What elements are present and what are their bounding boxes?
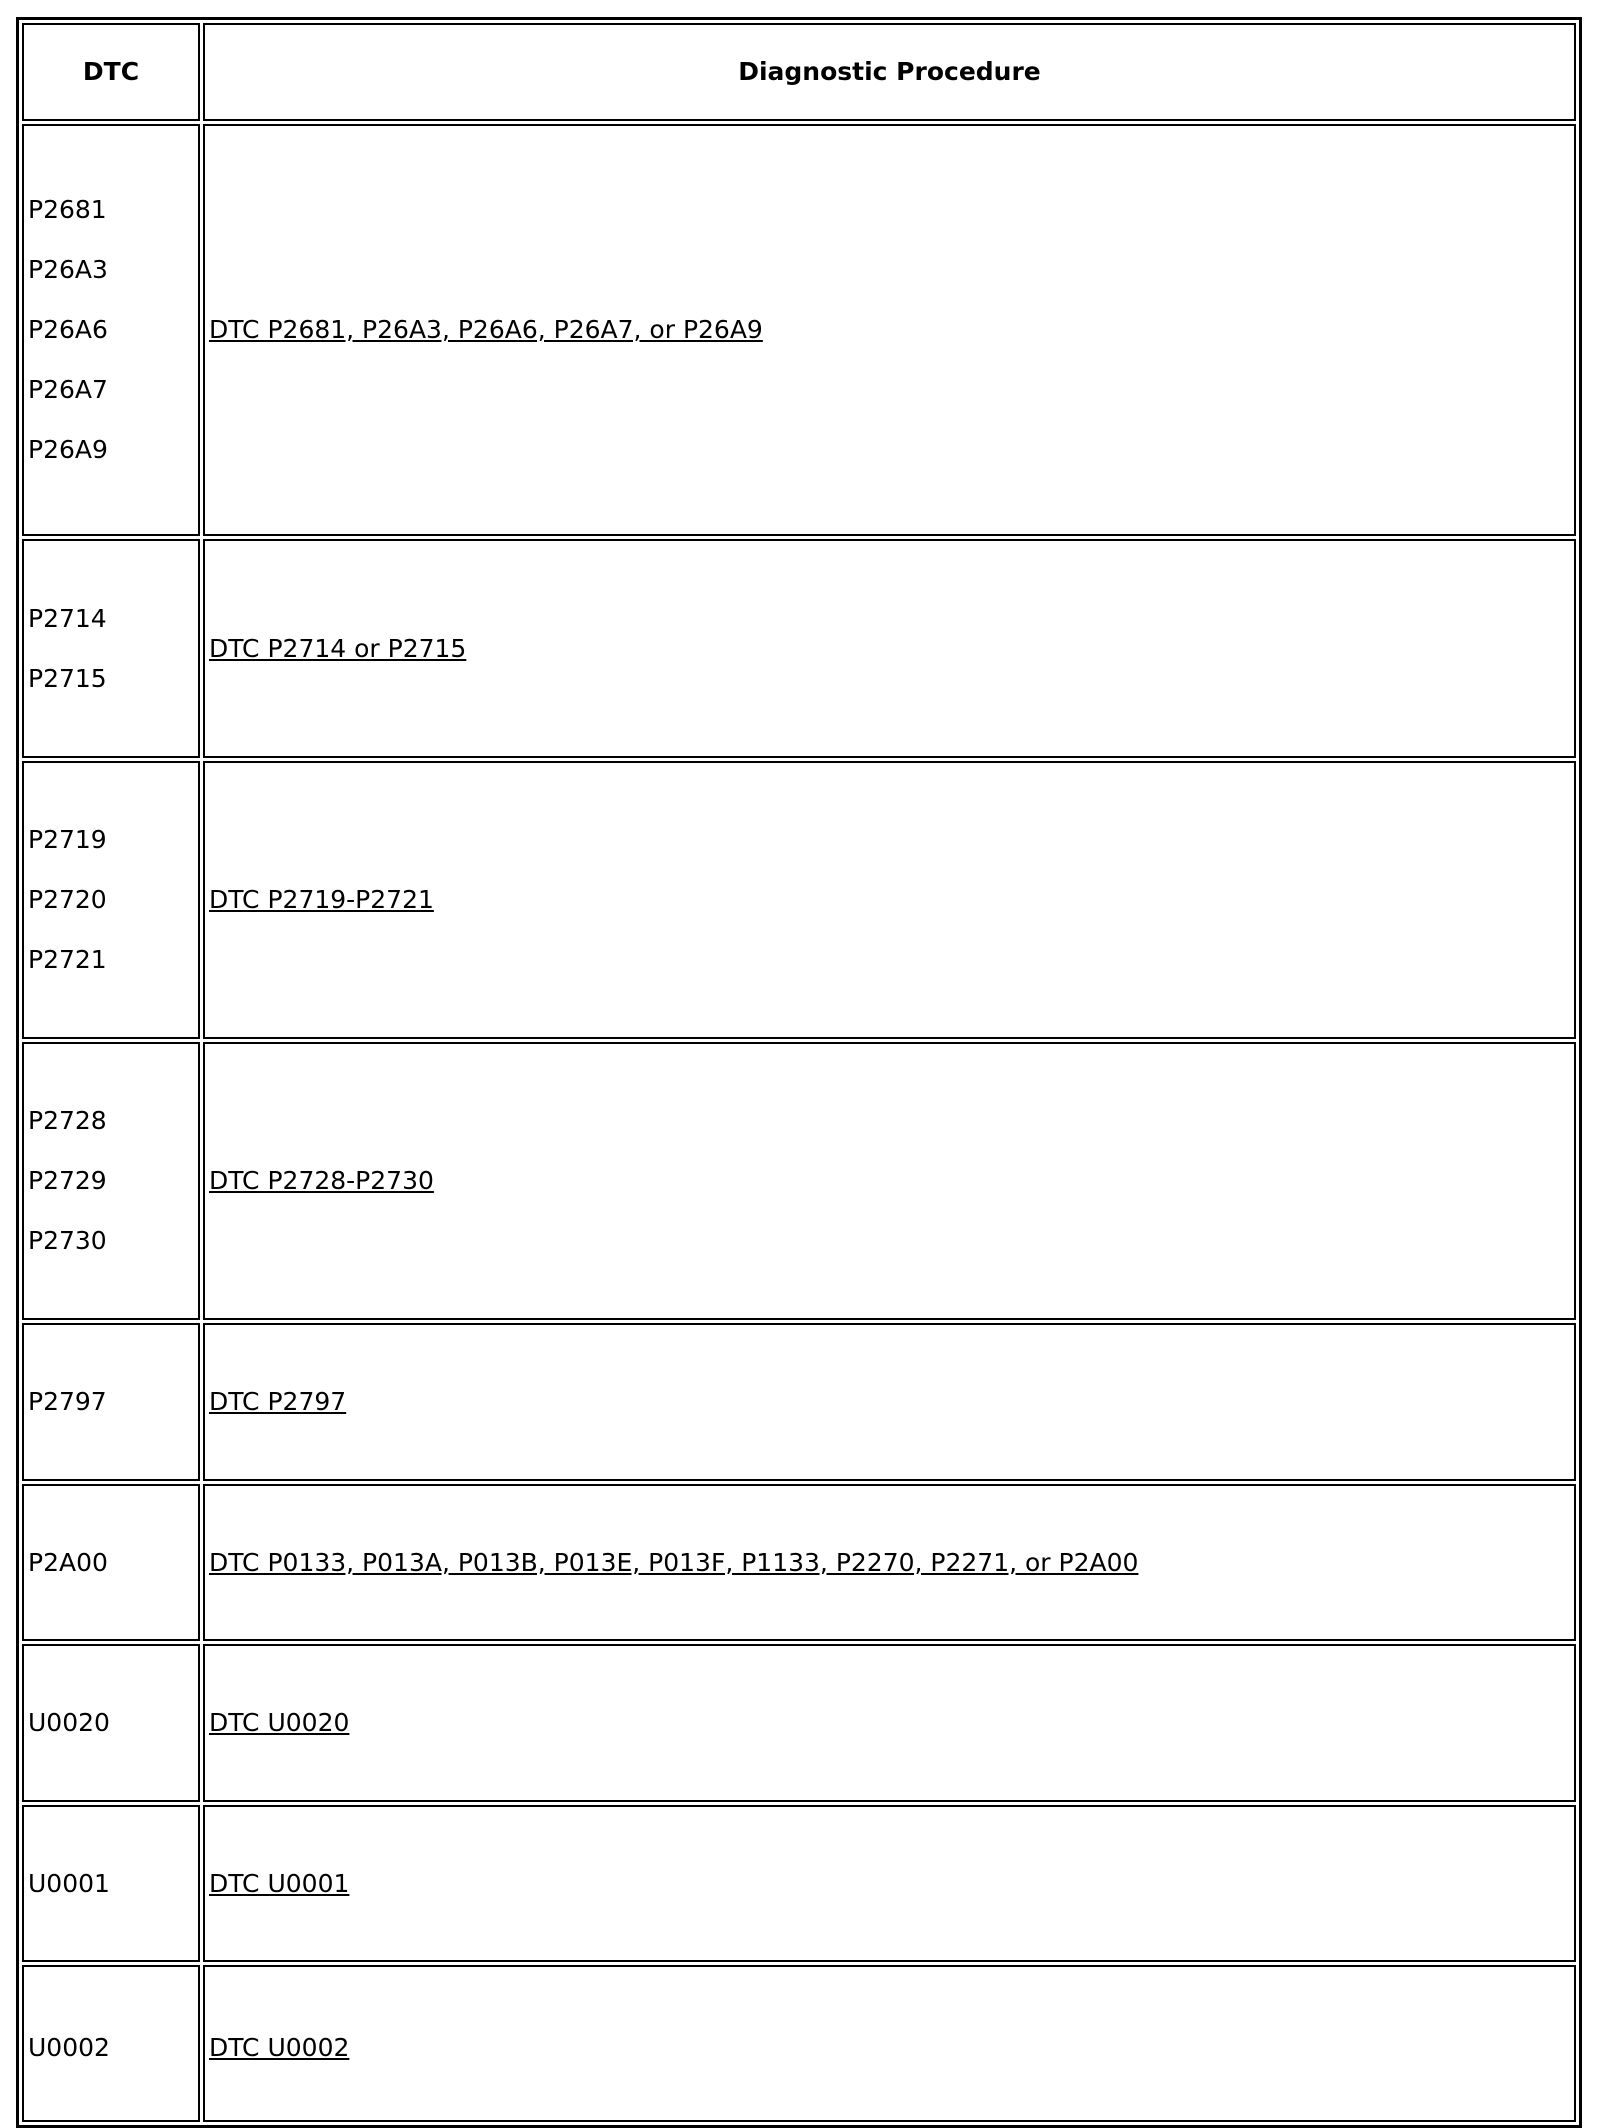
procedure-link[interactable]: DTC U0020 <box>209 1708 350 1737</box>
dtc-cell <box>22 539 200 758</box>
table-row <box>22 1644 1576 1802</box>
dtc-code: U0020 <box>28 1708 110 1737</box>
dtc-code: P26A3 <box>28 255 108 284</box>
dtc-cell <box>22 1323 200 1481</box>
dtc-code: P2720 <box>28 885 107 914</box>
procedure-cell <box>203 539 1576 758</box>
dtc-code: U0002 <box>28 2033 110 2062</box>
dtc-code: P2728 <box>28 1106 107 1135</box>
procedure-cell <box>203 1644 1576 1802</box>
procedure-link[interactable]: DTC U0001 <box>209 1868 350 1898</box>
header-procedure: Diagnostic Procedure <box>203 23 1576 121</box>
dtc-code: P2730 <box>28 1226 107 1255</box>
dtc-code: P2A00 <box>28 1547 108 1577</box>
dtc-code: P2729 <box>28 1166 107 1195</box>
procedure-link[interactable]: DTC P0133, P013A, P013B, P013E, P013F, P1133, P2270, P2271, or P2A00 <box>209 1547 1139 1577</box>
dtc-cell <box>22 1965 200 2122</box>
dtc-code: P26A9 <box>28 435 108 464</box>
dtc-code: U0001 <box>28 1868 110 1898</box>
header-dtc: DTC <box>22 23 200 121</box>
dtc-code: P26A6 <box>28 315 108 344</box>
table-row <box>22 1965 1576 2122</box>
procedure-link[interactable]: DTC P2714 or P2715 <box>209 633 467 663</box>
table-header-row <box>22 23 1576 121</box>
procedure-link[interactable]: DTC P2797 <box>209 1387 347 1416</box>
dtc-cell <box>22 124 200 536</box>
dtc-code: P2715 <box>28 663 107 693</box>
dtc-cell <box>22 1805 200 1962</box>
dtc-code: P26A7 <box>28 375 108 404</box>
dtc-code: P2714 <box>28 603 107 633</box>
dtc-table-frame <box>16 17 1582 2128</box>
dtc-cell <box>22 761 200 1039</box>
table-row <box>22 1323 1576 1481</box>
dtc-code: P2719 <box>28 825 107 854</box>
procedure-cell <box>203 1965 1576 2122</box>
procedure-link[interactable]: DTC P2728-P2730 <box>209 1166 434 1195</box>
procedure-cell <box>203 124 1576 536</box>
dtc-code: P2797 <box>28 1387 107 1416</box>
procedure-cell <box>203 1805 1576 1962</box>
procedure-link[interactable]: DTC P2681, P26A3, P26A6, P26A7, or P26A9 <box>209 315 763 344</box>
procedure-link[interactable]: DTC P2719-P2721 <box>209 885 434 914</box>
procedure-cell <box>203 1484 1576 1641</box>
table-row <box>22 539 1576 758</box>
procedure-cell <box>203 1042 1576 1320</box>
dtc-table <box>19 20 1579 2125</box>
table-row <box>22 124 1576 536</box>
table-row <box>22 1805 1576 1962</box>
table-row <box>22 1042 1576 1320</box>
procedure-link[interactable]: DTC U0002 <box>209 2033 350 2062</box>
table-row <box>22 1484 1576 1641</box>
table-row <box>22 761 1576 1039</box>
procedure-cell <box>203 1323 1576 1481</box>
procedure-cell <box>203 761 1576 1039</box>
dtc-cell <box>22 1644 200 1802</box>
dtc-code: P2721 <box>28 945 107 974</box>
dtc-cell <box>22 1042 200 1320</box>
dtc-cell <box>22 1484 200 1641</box>
dtc-code: P2681 <box>28 195 107 224</box>
